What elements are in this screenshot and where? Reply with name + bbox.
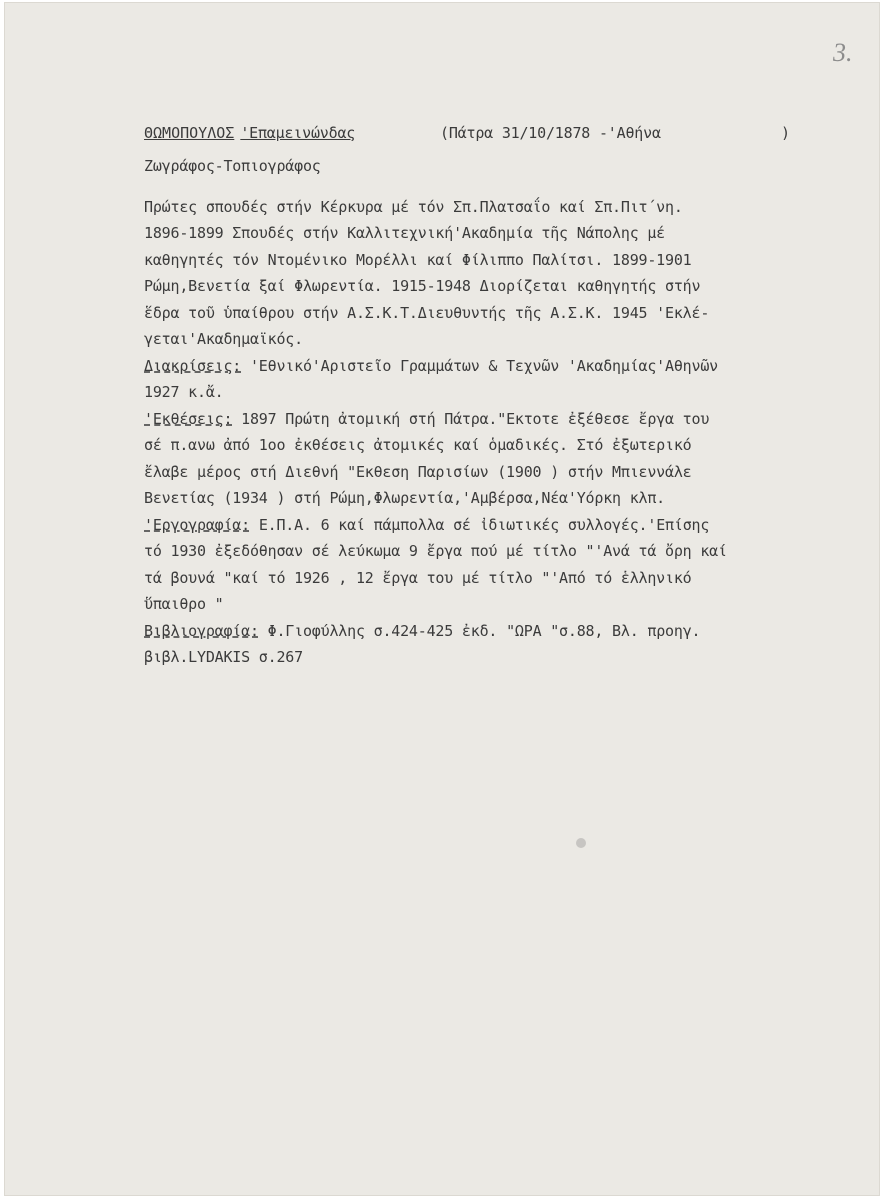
- studies-line: καθηγητές τόν Ντομένικο Μορέλλι καί Φίλιππο Παλίτσι. 1899-1901: [144, 250, 692, 269]
- document-page: [4, 2, 880, 1196]
- works-line: τά βουνά "καί τό 1926 , 12 ἔργα του μέ τίτλο "'Από τό ἑλληνικό: [144, 568, 692, 587]
- exhibitions-text: 1897 Πρώτη ἀτομική στή Πάτρα."Εκτοτε ἐξέθεσε ἔργα του: [232, 409, 710, 428]
- distinctions-text: 'Εθνικό'Αριστεῖο Γραμμάτων & Τεχνῶν 'Ακαδημίας'Αθηνῶν: [241, 356, 719, 375]
- works-line: [144, 512, 824, 539]
- first-name: 'Επαμεινώνδας: [240, 124, 356, 142]
- exhibitions-section: [144, 406, 824, 512]
- spacer: [144, 180, 824, 194]
- ink-spot: [576, 838, 586, 848]
- distinctions-label: Διακρίσεις:: [144, 356, 242, 375]
- profession: Ζωγράφος-Τοπιογράφος: [144, 157, 321, 175]
- studies-line: Πρώτες σπουδές στήν Κέρκυρα μέ τόν Σπ.Πλατσαΐο καί Σπ.Πιτ΄νη.: [144, 197, 683, 216]
- works-text: Ε.Π.Α. 6 καί πάμπολλα σέ ἰδιωτικές συλλογές.'Επίσης: [249, 515, 710, 534]
- page-number: 3.: [833, 38, 853, 67]
- exhibitions-label: 'Εκθέσεις:: [144, 409, 233, 428]
- bibliography-text: Φ.Γιοφύλλης σ.424-425 ἐκδ. "ΩΡΑ "σ.88, Βλ. προηγ.: [258, 621, 701, 640]
- distinctions-section: [144, 353, 824, 406]
- exhibitions-line: ἔλαβε μέρος στή Διεθνή "Εκθεση Παρισίων (1900 ) στήν Μπιεννάλε: [144, 462, 692, 481]
- exhibitions-line: σέ π.ανω ἀπό 1oo ἐκθέσεις ἀτομικές καί ὁμαδικές. Στό ἐξωτερικό: [144, 436, 692, 454]
- bibliography-line: βιβλ.LYDAKIS σ.267: [144, 648, 303, 666]
- studies-line: ἕδρα τοῦ ὑπαίθρου στήν Α.Σ.Κ.Τ.Διευθυντής τῆς Α.Σ.Κ. 1945 'Εκλέ-: [144, 303, 710, 322]
- bibliography-line: [144, 618, 824, 645]
- surname: ΘΩΜΟΠΟΥΛΟΣ: [144, 124, 235, 142]
- works-label: 'Εργογραφία:: [144, 515, 250, 534]
- bibliography-section: [144, 618, 824, 671]
- heading-line: [144, 119, 824, 147]
- birth-death-info: (Πάτρα 31/10/1878 -'Αθήνα: [440, 124, 661, 142]
- typed-biography: [144, 119, 824, 671]
- distinctions-line: [144, 353, 824, 380]
- studies-line: γεται'Ακαδημαϊκός.: [144, 330, 303, 348]
- distinctions-line: 1927 κ.ἄ.: [144, 383, 224, 401]
- exhibitions-line: [144, 406, 824, 433]
- studies-line: Ρώμη,Βενετία ξαί Φλωρεντία. 1915-1948 Διορίζεται καθηγητής στήν: [144, 277, 701, 295]
- works-line: ὕπαιθρο ": [144, 595, 224, 613]
- works-line: τό 1930 ἐξεδόθησαν σέ λεύκωμα 9 ἔργα πού μέ τίτλο "'Ανά τά ὄρη καί: [144, 542, 727, 560]
- bibliography-label: Βιβλιογραφία:: [144, 621, 259, 640]
- studies-paragraph: [144, 194, 824, 353]
- exhibitions-line: Βενετίας (1934 ) στή Ρώμη,Φλωρεντία,'Αμβέρσα,Νέα'Υόρκη κλπ.: [144, 489, 666, 507]
- closing-parenthesis: ): [781, 124, 790, 142]
- studies-line: 1896-1899 Σπουδές στήν Καλλιτεχνική'Ακαδημία τῆς Νάπολης μέ: [144, 224, 666, 242]
- works-section: [144, 512, 824, 618]
